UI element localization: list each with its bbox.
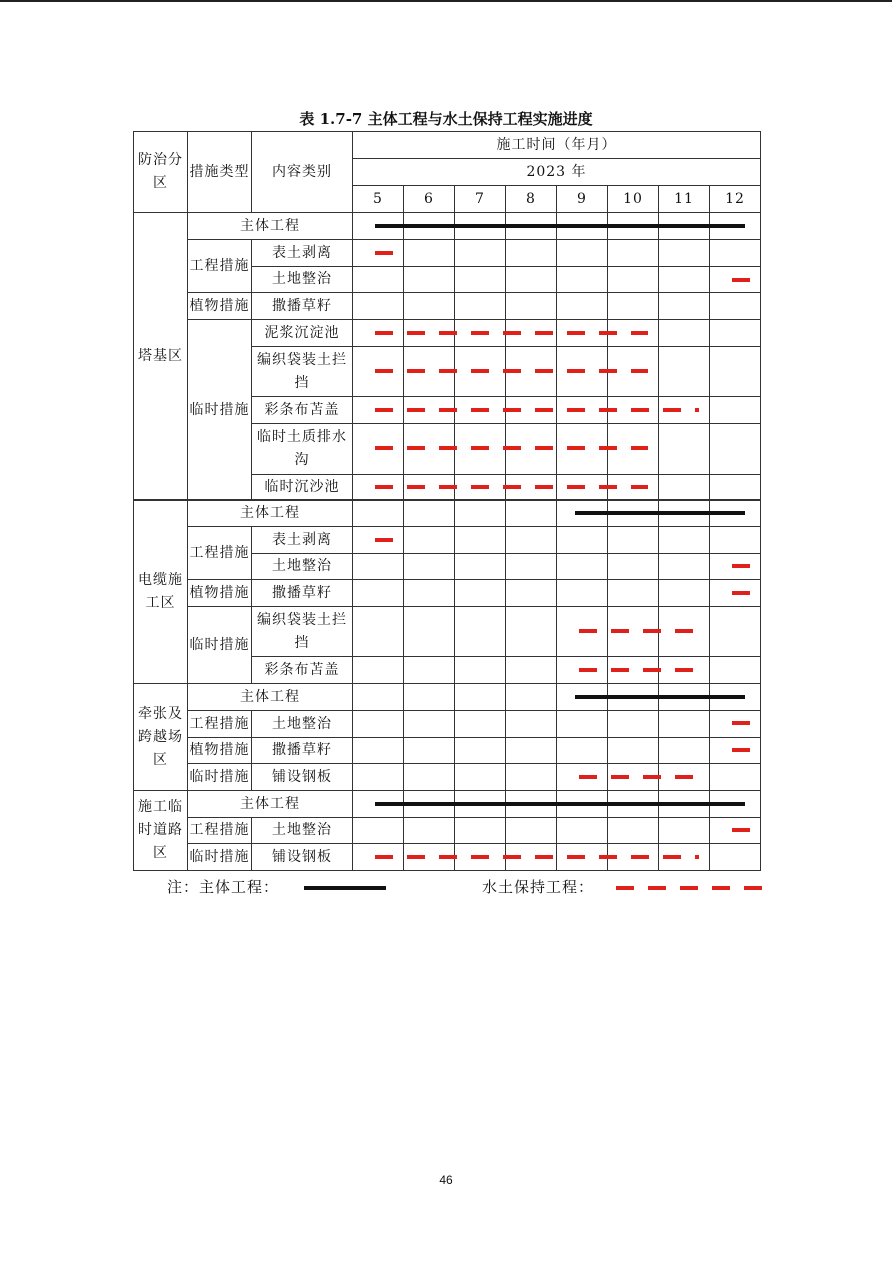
type-cell: 工程措施	[188, 527, 252, 580]
zone-cell: 塔基区	[134, 213, 188, 501]
legend-main-label: 注：主体工程：	[167, 878, 280, 896]
content-cell: 编织袋装土拦挡	[252, 347, 353, 397]
content-cell: 临时沉沙池	[252, 475, 353, 501]
type-cell: 临时措施	[188, 607, 252, 684]
header-year: 2023 年	[353, 159, 761, 186]
legend-main-line	[300, 882, 390, 894]
header-content: 内容类别	[252, 132, 353, 213]
content-cell: 主体工程	[188, 500, 353, 527]
type-cell: 临时措施	[188, 764, 252, 791]
content-cell: 主体工程	[188, 684, 353, 711]
type-cell: 工程措施	[188, 818, 252, 844]
content-cell: 土地整治	[252, 554, 353, 580]
schedule-table	[133, 131, 761, 501]
type-cell: 临时措施	[188, 320, 252, 501]
content-cell: 土地整治	[252, 711, 353, 738]
content-cell: 撒播草籽	[252, 738, 353, 764]
month-header: 7	[455, 186, 506, 213]
content-cell: 临时土质排水沟	[252, 424, 353, 475]
month-header: 11	[659, 186, 710, 213]
content-cell: 主体工程	[188, 213, 353, 240]
content-cell: 土地整治	[252, 267, 353, 293]
month-header: 12	[710, 186, 761, 213]
content-cell: 主体工程	[188, 791, 353, 818]
type-cell: 临时措施	[188, 844, 252, 871]
content-cell: 彩条布苫盖	[252, 657, 353, 684]
header-type: 措施类型	[188, 132, 252, 213]
type-cell: 工程措施	[188, 240, 252, 293]
month-header: 9	[557, 186, 608, 213]
content-cell: 表土剥离	[252, 240, 353, 267]
content-cell: 撒播草籽	[252, 293, 353, 320]
zone-cell: 电缆施工区	[134, 500, 188, 684]
month-header: 5	[353, 186, 404, 213]
month-header: 8	[506, 186, 557, 213]
type-cell: 植物措施	[188, 293, 252, 320]
month-header: 6	[404, 186, 455, 213]
content-cell: 泥浆沉淀池	[252, 320, 353, 347]
zone-cell: 牵张及跨越场区	[134, 684, 188, 791]
legend-swc-label: 水土保持工程：	[482, 878, 595, 896]
content-cell: 撒播草籽	[252, 580, 353, 607]
type-cell: 工程措施	[188, 711, 252, 738]
header-time: 施工时间（年月）	[353, 132, 761, 159]
content-cell: 土地整治	[252, 818, 353, 844]
content-cell: 铺设钢板	[252, 764, 353, 791]
month-header: 10	[608, 186, 659, 213]
zone-cell: 施工临时道路区	[134, 791, 188, 871]
type-cell: 植物措施	[188, 738, 252, 764]
schedule-table-lower	[133, 499, 761, 871]
legend-swc-dashes	[612, 882, 767, 894]
page-number: 46	[439, 1173, 453, 1187]
table-title: 表 1.7-7 主体工程与水土保持工程实施进度	[299, 110, 593, 128]
top-border	[0, 0, 892, 2]
type-cell: 植物措施	[188, 580, 252, 607]
content-cell: 铺设钢板	[252, 844, 353, 871]
content-cell: 编织袋装土拦挡	[252, 607, 353, 657]
header-zone: 防治分区	[134, 132, 188, 213]
content-cell: 彩条布苫盖	[252, 397, 353, 424]
content-cell: 表土剥离	[252, 527, 353, 554]
